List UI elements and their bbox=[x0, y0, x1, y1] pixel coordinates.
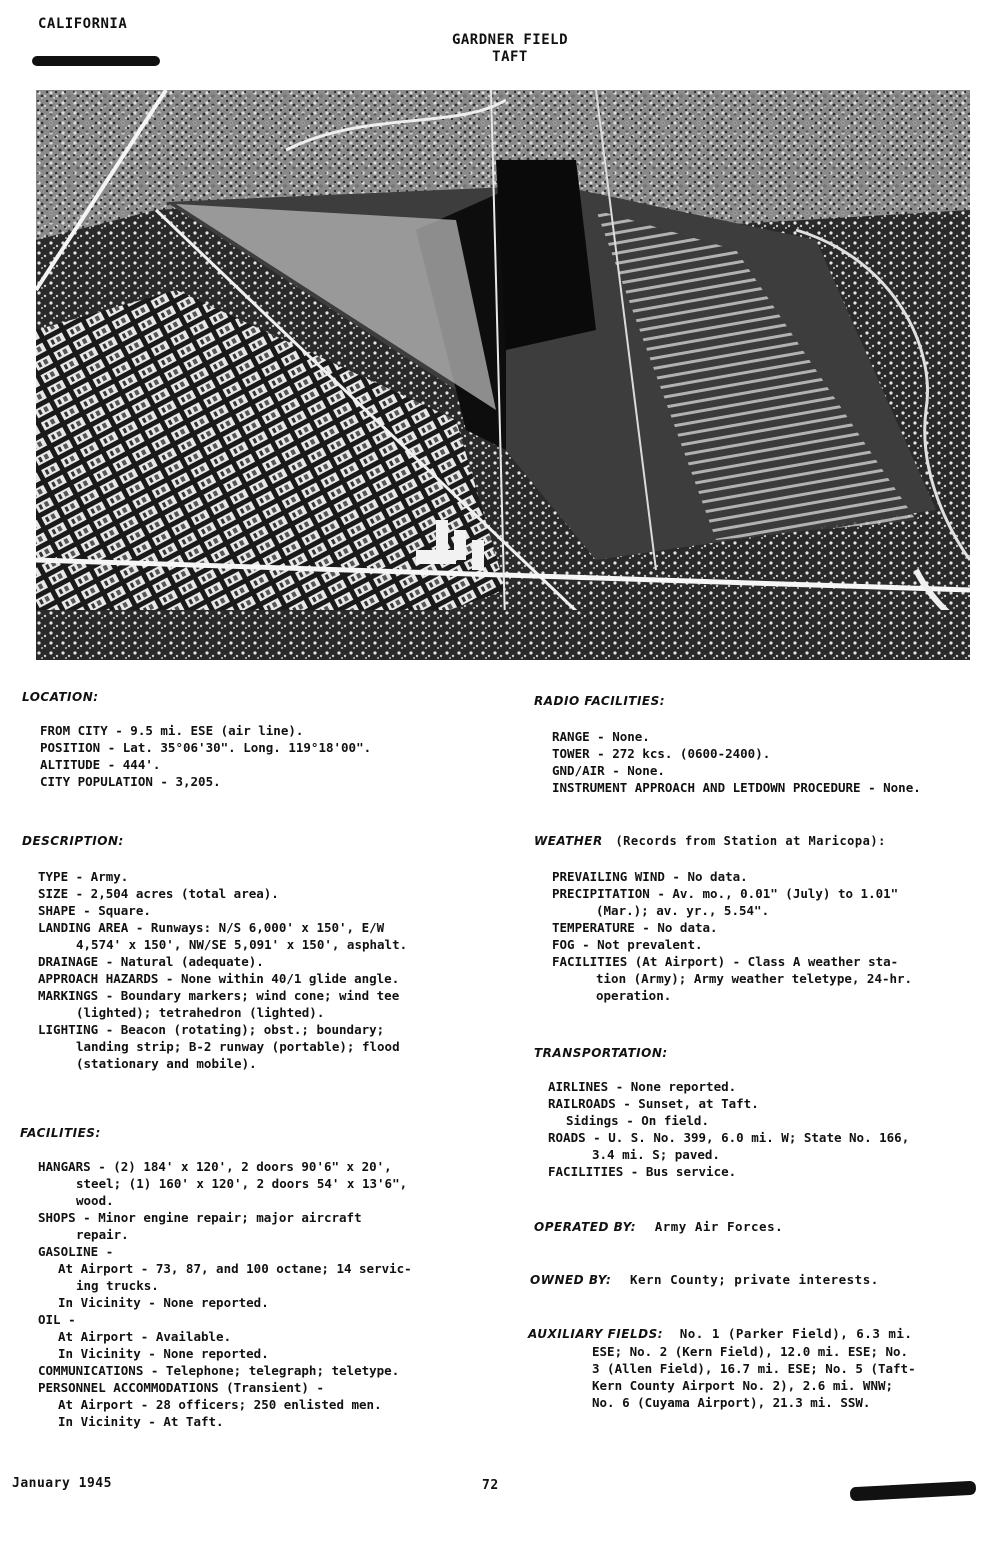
owned-by-heading: OWNED BY: bbox=[530, 1273, 612, 1287]
location-line: POSITION - Lat. 35°06'30". Long. 119°18'00". bbox=[40, 740, 372, 755]
description-heading: DESCRIPTION: bbox=[22, 834, 124, 848]
location-section bbox=[2, 722, 371, 790]
radio-line: INSTRUMENT APPROACH AND LETDOWN PROCEDURE - None. bbox=[552, 780, 921, 795]
location-heading: LOCATION: bbox=[22, 690, 99, 704]
transportation-line: AIRLINES - None reported. bbox=[548, 1079, 737, 1094]
facilities-line: In Vicinity - At Taft. bbox=[58, 1414, 224, 1429]
facilities-section bbox=[0, 1158, 412, 1430]
footer-date: January 1945 bbox=[12, 1476, 112, 1491]
facilities-line: GASOLINE - bbox=[38, 1244, 114, 1259]
description-line: SHAPE - Square. bbox=[38, 903, 151, 918]
description-line: DRAINAGE - Natural (adequate). bbox=[38, 954, 264, 969]
facilities-line: COMMUNICATIONS - Telephone; telegraph; teletype. bbox=[38, 1363, 400, 1378]
weather-section bbox=[552, 868, 912, 1004]
auxiliary-fields-heading: AUXILIARY FIELDS: bbox=[528, 1327, 664, 1341]
field-city: TAFT bbox=[492, 49, 528, 65]
transportation-heading: TRANSPORTATION: bbox=[534, 1046, 668, 1060]
description-section bbox=[0, 868, 407, 1072]
facilities-line: wood. bbox=[76, 1193, 114, 1208]
weather-line: FACILITIES (At Airport) - Class A weather sta- bbox=[552, 954, 899, 969]
weather-line: tion (Army); Army weather teletype, 24-hr. bbox=[596, 971, 913, 986]
weather-line: FOG - Not prevalent. bbox=[552, 937, 703, 952]
description-line: 4,574' x 150', NW/SE 5,091' x 150', asphalt. bbox=[76, 937, 408, 952]
auxiliary-fields-section bbox=[592, 1343, 916, 1411]
description-line: (lighted); tetrahedron (lighted). bbox=[76, 1005, 325, 1020]
facilities-line: At Airport - 73, 87, and 100 octane; 14 servic- bbox=[58, 1261, 412, 1276]
aerial-photograph bbox=[36, 90, 970, 660]
owned-by-value: Kern County; private interests. bbox=[629, 1272, 879, 1287]
weather-line: PREVAILING WIND - No data. bbox=[552, 869, 748, 884]
location-line: ALTITUDE - 444'. bbox=[40, 757, 161, 772]
transportation-section bbox=[548, 1078, 909, 1180]
page-number: 72 bbox=[482, 1478, 499, 1493]
description-line: landing strip; B-2 runway (portable); flood bbox=[76, 1039, 400, 1054]
description-line: LIGHTING - Beacon (rotating); obst.; boundary; bbox=[38, 1022, 385, 1037]
facilities-line: HANGARS - (2) 184' x 120', 2 doors 90'6" x 20', bbox=[38, 1159, 392, 1174]
facilities-line: At Airport - Available. bbox=[58, 1329, 232, 1344]
radio-line: TOWER - 272 kcs. (0600-2400). bbox=[552, 746, 771, 761]
field-name: GARDNER FIELD bbox=[451, 32, 569, 48]
state-label: CALIFORNIA bbox=[38, 16, 128, 32]
operated-by-heading: OPERATED BY: bbox=[534, 1220, 637, 1234]
radio-line: GND/AIR - None. bbox=[552, 763, 665, 778]
description-line: TYPE - Army. bbox=[38, 869, 129, 884]
operated-by-row bbox=[534, 1219, 783, 1234]
weather-line: operation. bbox=[596, 988, 672, 1003]
auxiliary-line: No. 6 (Cuyama Airport), 21.3 mi. SSW. bbox=[592, 1395, 871, 1410]
weather-heading-label: WEATHER bbox=[534, 834, 603, 848]
facilities-line: OIL - bbox=[38, 1312, 76, 1327]
description-line: SIZE - 2,504 acres (total area). bbox=[38, 886, 279, 901]
radio-section bbox=[552, 728, 921, 796]
weather-line: TEMPERATURE - No data. bbox=[552, 920, 718, 935]
facilities-line: ing trucks. bbox=[76, 1278, 159, 1293]
transportation-line: RAILROADS - Sunset, at Taft. bbox=[548, 1096, 759, 1111]
weather-line: PRECIPITATION - Av. mo., 0.01" (July) to 1.01" bbox=[552, 886, 899, 901]
location-line: FROM CITY - 9.5 mi. ESE (air line). bbox=[40, 723, 304, 738]
facilities-line: PERSONNEL ACCOMMODATIONS (Transient) - bbox=[38, 1380, 324, 1395]
weather-heading-source: (Records from Station at Maricopa): bbox=[615, 834, 886, 848]
description-line: APPROACH HAZARDS - None within 40/1 glide angle. bbox=[38, 971, 400, 986]
facilities-line: In Vicinity - None reported. bbox=[58, 1346, 269, 1361]
radio-line: RANGE - None. bbox=[552, 729, 650, 744]
transportation-line: FACILITIES - Bus service. bbox=[548, 1164, 737, 1179]
weather-heading bbox=[534, 834, 886, 848]
redaction-mark bbox=[32, 56, 160, 66]
facilities-line: SHOPS - Minor engine repair; major aircraft bbox=[38, 1210, 362, 1225]
facilities-heading: FACILITIES: bbox=[20, 1126, 101, 1140]
facilities-line: In Vicinity - None reported. bbox=[58, 1295, 269, 1310]
facilities-line: steel; (1) 160' x 120', 2 doors 54' x 13'6", bbox=[76, 1176, 408, 1191]
description-line: (stationary and mobile). bbox=[76, 1056, 257, 1071]
location-line: CITY POPULATION - 3,205. bbox=[40, 774, 221, 789]
description-line: MARKINGS - Boundary markers; wind cone; wind tee bbox=[38, 988, 400, 1003]
auxiliary-line: ESE; No. 2 (Kern Field), 12.0 mi. ESE; No. bbox=[592, 1344, 909, 1359]
aerial-photo-graphic bbox=[36, 90, 970, 660]
facilities-line: repair. bbox=[76, 1227, 129, 1242]
transportation-line: ROADS - U. S. No. 399, 6.0 mi. W; State No. 166, bbox=[548, 1130, 910, 1145]
auxiliary-fields-first: No. 1 (Parker Field), 6.3 mi. bbox=[679, 1326, 913, 1341]
description-line: LANDING AREA - Runways: N/S 6,000' x 150', E/W bbox=[38, 920, 385, 935]
transportation-line: Sidings - On field. bbox=[566, 1113, 709, 1128]
facilities-line: At Airport - 28 officers; 250 enlisted men. bbox=[58, 1397, 382, 1412]
operated-by-value: Army Air Forces. bbox=[654, 1219, 784, 1234]
weather-line: (Mar.); av. yr., 5.54". bbox=[596, 903, 770, 918]
radio-heading: RADIO FACILITIES: bbox=[534, 694, 666, 708]
auxiliary-fields-row bbox=[528, 1326, 912, 1341]
owned-by-row bbox=[530, 1272, 879, 1287]
auxiliary-line: 3 (Allen Field), 16.7 mi. ESE; No. 5 (Taft- bbox=[592, 1361, 916, 1376]
auxiliary-line: Kern County Airport No. 2), 2.6 mi. WNW; bbox=[592, 1378, 894, 1393]
transportation-line: 3.4 mi. S; paved. bbox=[592, 1147, 720, 1162]
redaction-mark bbox=[850, 1481, 977, 1502]
